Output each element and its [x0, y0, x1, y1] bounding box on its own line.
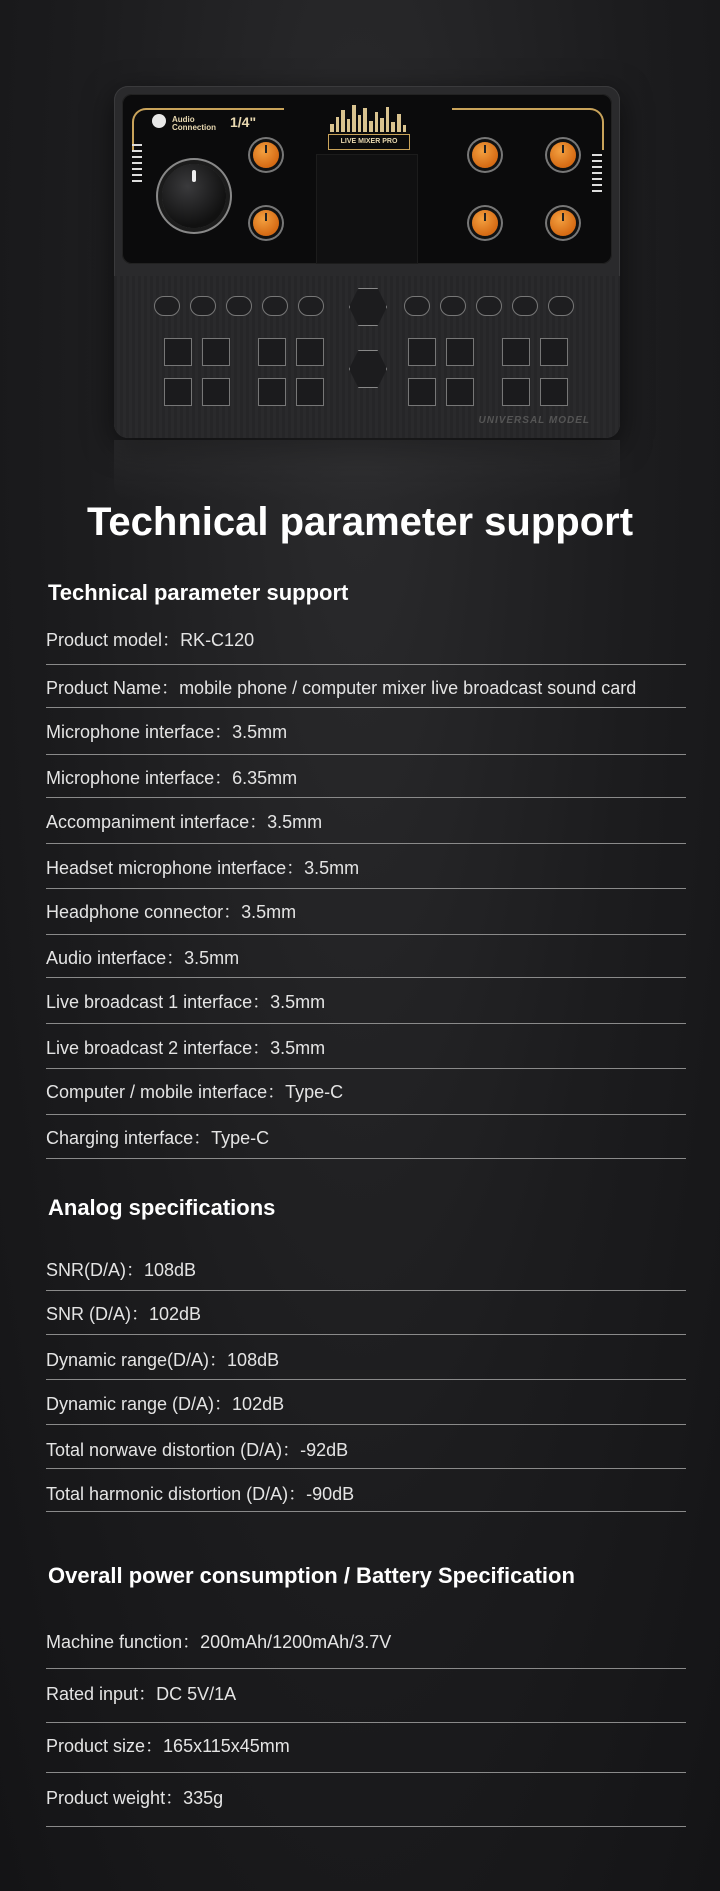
spec-row	[46, 1346, 686, 1372]
spec-value: 102dB	[149, 1304, 202, 1324]
row-divider	[46, 1334, 686, 1335]
row-divider	[46, 888, 686, 889]
spec-label: SNR(D/A)：	[46, 1260, 144, 1280]
spec-label: Live broadcast 1 interface：	[46, 992, 271, 1012]
spec-value: RK-C120	[180, 630, 255, 650]
spec-row	[46, 1680, 686, 1706]
row-divider	[46, 1826, 686, 1827]
brand-label: Audio Connection	[172, 115, 216, 132]
row-divider	[46, 1158, 686, 1159]
spec-row	[46, 854, 686, 880]
knob-6[interactable]	[550, 210, 576, 236]
row-divider	[46, 1068, 686, 1069]
live-badge-top: LIVE	[340, 138, 357, 145]
spec-value: mobile phone / computer mixer live broadcast sound card	[179, 678, 637, 698]
row-divider	[46, 977, 686, 978]
square-button-4[interactable]	[296, 338, 324, 366]
row-divider	[46, 1114, 686, 1115]
row-divider	[46, 934, 686, 935]
spec-row	[46, 1732, 686, 1758]
spec-label: SNR (D/A)：	[46, 1304, 149, 1324]
spec-label: Microphone interface：	[46, 722, 233, 742]
hero-title: Technical parameter support	[86, 500, 634, 544]
spec-row	[46, 808, 686, 834]
square-button-5[interactable]	[164, 378, 192, 406]
spec-label: Live broadcast 2 interface：	[46, 1038, 271, 1058]
spec-row	[46, 1480, 686, 1506]
round-button-9[interactable]	[512, 296, 538, 316]
master-volume-knob[interactable]	[162, 164, 226, 228]
device-screen	[316, 154, 418, 264]
row-divider	[46, 1379, 686, 1380]
spec-value: 108dB	[227, 1350, 280, 1370]
row-divider	[46, 1511, 686, 1512]
row-divider	[46, 1722, 686, 1723]
spec-value: 3.5mm	[270, 992, 326, 1012]
section-title: Technical parameter support	[48, 580, 349, 605]
spec-value: 3.5mm	[267, 812, 323, 832]
next-track-button[interactable]	[298, 296, 324, 316]
spec-row	[46, 944, 686, 970]
spec-label: Headset microphone interface：	[46, 858, 305, 878]
spec-label: Total harmonic distortion (D/A)：	[46, 1484, 307, 1504]
brand-logo-icon	[152, 114, 166, 128]
spec-label: Headphone connector：	[46, 902, 242, 922]
spec-label: Product model：	[46, 630, 181, 650]
spec-row	[46, 988, 686, 1014]
square-button-12[interactable]	[540, 338, 568, 366]
square-button-1[interactable]	[164, 338, 192, 366]
square-button-3[interactable]	[258, 338, 286, 366]
round-button-3[interactable]	[226, 296, 252, 316]
spec-value: 6.35mm	[232, 768, 298, 788]
spec-row	[46, 898, 686, 924]
spec-row	[46, 1628, 686, 1654]
sound-card-device	[114, 86, 620, 438]
square-button-2[interactable]	[202, 338, 230, 366]
square-button-7[interactable]	[258, 378, 286, 406]
spec-row	[46, 1078, 686, 1104]
spec-row	[46, 1390, 686, 1416]
spec-row	[46, 674, 686, 700]
spec-value: -90dB	[306, 1484, 355, 1504]
spec-row	[46, 1034, 686, 1060]
spec-row	[46, 1256, 686, 1282]
live-badge-sub: MIXER PRO	[358, 138, 398, 145]
spec-value: 165x115x45mm	[163, 1736, 290, 1756]
spec-row	[46, 1436, 686, 1462]
level-ticks-left	[132, 144, 142, 186]
row-divider	[46, 1290, 686, 1291]
spec-value: 3.5mm	[270, 1038, 326, 1058]
square-button-16[interactable]	[540, 378, 568, 406]
row-divider	[46, 1424, 686, 1425]
round-button-6[interactable]	[404, 296, 430, 316]
spec-label: Computer / mobile interface：	[46, 1082, 286, 1102]
row-divider	[46, 1772, 686, 1773]
brand-size-label: 1/4"	[230, 114, 257, 130]
row-divider	[46, 1668, 686, 1669]
square-button-9[interactable]	[408, 338, 436, 366]
row-divider	[46, 664, 686, 665]
knob-5[interactable]	[550, 142, 576, 168]
spec-label: Machine function：	[46, 1632, 201, 1652]
equalizer-graphic	[330, 104, 406, 132]
spec-value: DC 5V/1A	[156, 1684, 237, 1704]
square-button-13[interactable]	[408, 378, 436, 406]
spec-row	[46, 718, 686, 744]
device-top-panel	[122, 94, 612, 264]
round-button-1[interactable]	[154, 296, 180, 316]
spec-label: Total norwave distortion (D/A)：	[46, 1440, 301, 1460]
square-button-11[interactable]	[502, 338, 530, 366]
spec-value: 3.5mm	[184, 948, 240, 968]
spec-label: Audio interface：	[46, 948, 185, 968]
level-ticks-right	[592, 154, 602, 196]
round-button-10[interactable]	[548, 296, 574, 316]
spec-value: 102dB	[232, 1394, 285, 1414]
previous-track-button[interactable]	[262, 296, 288, 316]
round-button-7[interactable]	[440, 296, 466, 316]
spec-label: Rated input：	[46, 1684, 157, 1704]
row-divider	[46, 754, 686, 755]
square-button-10[interactable]	[446, 338, 474, 366]
spec-value: Type-C	[285, 1082, 344, 1102]
spec-label: Product Name：	[46, 678, 180, 698]
spec-label: Microphone interface：	[46, 768, 233, 788]
square-button-15[interactable]	[502, 378, 530, 406]
spec-label: Charging interface：	[46, 1128, 212, 1148]
spec-value: 108dB	[144, 1260, 197, 1280]
spec-row	[46, 626, 686, 652]
round-button-2[interactable]	[190, 296, 216, 316]
square-button-8[interactable]	[296, 378, 324, 406]
row-divider	[46, 1023, 686, 1024]
spec-row	[46, 1784, 686, 1810]
square-button-6[interactable]	[202, 378, 230, 406]
spec-value: 3.5mm	[241, 902, 297, 922]
knob-1[interactable]	[253, 142, 279, 168]
spec-value: 200mAh/1200mAh/3.7V	[200, 1632, 392, 1652]
row-divider	[46, 707, 686, 708]
square-button-14[interactable]	[446, 378, 474, 406]
spec-label: Dynamic range (D/A)：	[46, 1394, 233, 1414]
spec-value: 3.5mm	[232, 722, 288, 742]
section-title: Overall power consumption / Battery Specification	[48, 1563, 575, 1588]
model-mark: UNIVERSAL MODEL	[478, 415, 590, 426]
spec-row	[46, 764, 686, 790]
device-reflection	[114, 440, 620, 500]
spec-label: Accompaniment interface：	[46, 812, 268, 832]
round-button-8[interactable]	[476, 296, 502, 316]
section-title: Analog specifications	[48, 1195, 276, 1220]
spec-value: -92dB	[300, 1440, 349, 1460]
spec-label: Dynamic range(D/A)：	[46, 1350, 228, 1370]
spec-value: Type-C	[211, 1128, 270, 1148]
spec-row	[46, 1124, 686, 1150]
row-divider	[46, 797, 686, 798]
spec-label: Product weight：	[46, 1788, 184, 1808]
gold-trim-right	[452, 108, 604, 150]
spec-label: Product size：	[46, 1736, 164, 1756]
row-divider	[46, 1468, 686, 1469]
spec-value: 335g	[183, 1788, 224, 1808]
spec-value: 3.5mm	[304, 858, 360, 878]
live-badge	[328, 134, 410, 150]
spec-row	[46, 1300, 686, 1326]
knob-4[interactable]	[472, 210, 498, 236]
row-divider	[46, 843, 686, 844]
knob-2[interactable]	[253, 210, 279, 236]
knob-3[interactable]	[472, 142, 498, 168]
